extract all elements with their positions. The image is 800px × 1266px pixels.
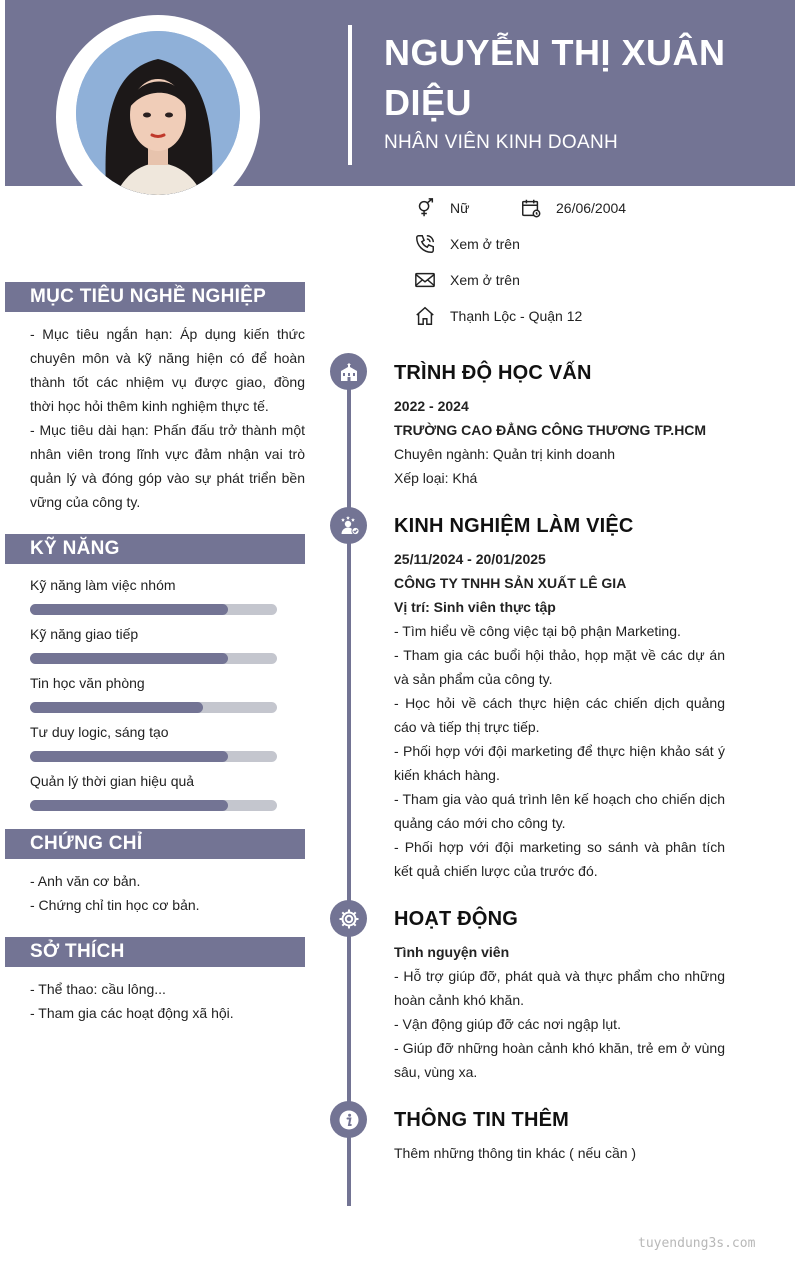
experience-company: CÔNG TY TNHH SẢN XUẤT LÊ GIA xyxy=(394,575,627,591)
list-item: - Tham gia vào quá trình lên kế hoạch cho chiến dịch quảng cáo mới cho công ty. xyxy=(394,791,725,831)
skill-label: Tư duy logic, sáng tạo xyxy=(30,724,169,740)
activities-content xyxy=(394,940,725,1084)
skill-bar-fill xyxy=(30,800,228,811)
extra-content xyxy=(394,1141,725,1165)
phone-value: Xem ở trên xyxy=(450,236,520,252)
skill-bar-track xyxy=(30,702,277,713)
education-grade: Xếp loại: Khá xyxy=(394,470,478,486)
skill-bar-track xyxy=(30,751,277,762)
skill-bar-track xyxy=(30,653,277,664)
education-heading: TRÌNH ĐỘ HỌC VẤN xyxy=(394,362,592,384)
skill-item xyxy=(30,675,277,713)
extra-node xyxy=(330,1101,367,1138)
extra-text: Thêm những thông tin khác ( nếu cần ) xyxy=(394,1145,637,1161)
contact-gender xyxy=(414,197,469,219)
phone-icon xyxy=(414,233,436,255)
contact-email xyxy=(414,269,520,291)
skill-label: Kỹ năng làm việc nhóm xyxy=(30,577,176,593)
list-item: - Thể thao: cầu lông... xyxy=(30,981,166,997)
header-divider xyxy=(348,25,352,165)
skill-item xyxy=(30,724,277,762)
gear-icon xyxy=(337,907,361,931)
full-name: NGUYỄN THỊ XUÂN DIỆU xyxy=(384,32,726,123)
education-node xyxy=(330,353,367,390)
list-item: - Giúp đỡ những hoàn cảnh khó khăn, trẻ em ở vùng sâu, vùng xa. xyxy=(394,1040,725,1080)
hobbies-heading: SỞ THÍCH xyxy=(5,937,305,967)
experience-heading: KINH NGHIỆM LÀM VIỆC xyxy=(394,515,634,537)
contact-address xyxy=(414,305,582,327)
activities-heading: HOẠT ĐỘNG xyxy=(394,908,519,930)
skill-item xyxy=(30,773,277,811)
list-item: - Anh văn cơ bản. xyxy=(30,873,141,889)
contact-birthday xyxy=(520,197,626,219)
info-icon xyxy=(337,1108,361,1132)
hobbies-list xyxy=(30,977,305,1025)
list-item: - Tham gia các buổi hội thảo, họp mặt về các dự án và sản phẩm của công ty. xyxy=(394,647,725,687)
calendar-icon xyxy=(520,197,542,219)
education-school: TRƯỜNG CAO ĐẲNG CÔNG THƯƠNG TP.HCM xyxy=(394,422,707,438)
education-period: 2022 - 2024 xyxy=(394,398,469,414)
activities-node xyxy=(330,900,367,937)
skill-bar-fill xyxy=(30,702,203,713)
skill-bar-fill xyxy=(30,653,228,664)
skill-label: Kỹ năng giao tiếp xyxy=(30,626,139,642)
skill-bar-fill xyxy=(30,604,228,615)
experience-node xyxy=(330,507,367,544)
avatar xyxy=(76,31,240,195)
home-icon xyxy=(414,305,436,327)
list-item: - Tìm hiểu về công việc tại bộ phận Marketing. xyxy=(394,623,681,639)
skills-heading: KỸ NĂNG xyxy=(5,534,305,564)
education-content xyxy=(394,394,725,490)
job-title: NHÂN VIÊN KINH DOANH xyxy=(384,132,619,153)
email-value: Xem ở trên xyxy=(450,272,520,288)
certificates-heading: CHỨNG CHỈ xyxy=(5,829,305,859)
education-major: Chuyên ngành: Quản trị kinh doanh xyxy=(394,446,616,462)
mail-icon xyxy=(414,269,436,291)
timeline-line xyxy=(347,370,351,1206)
avatar-photo-illustration xyxy=(76,31,240,195)
list-item: - Tham gia các hoạt động xã hội. xyxy=(30,1005,234,1021)
objective-text xyxy=(30,322,305,514)
skill-item xyxy=(30,626,277,664)
gender-icon xyxy=(414,197,436,219)
skill-label: Quản lý thời gian hiệu quả xyxy=(30,773,195,789)
list-item: - Vận động giúp đỡ các nơi ngập lụt. xyxy=(394,1016,621,1032)
experience-content xyxy=(394,547,725,883)
skill-bar-track xyxy=(30,604,277,615)
skill-label: Tin học văn phòng xyxy=(30,675,145,691)
objective-long-term: - Mục tiêu dài hạn: Phấn đấu trở thành một nhân viên trong lĩnh vực đảm nhận vai trò quản lý và đóng góp vào sự phát triển bền vững của công ty. xyxy=(30,422,305,510)
list-item: - Hỗ trợ giúp đỡ, phát quà và thực phẩm cho những hoàn cảnh khó khăn. xyxy=(394,968,725,1008)
school-icon xyxy=(337,360,361,384)
contact-phone xyxy=(414,233,520,255)
skill-bar-fill xyxy=(30,751,228,762)
extra-heading: THÔNG TIN THÊM xyxy=(394,1109,570,1131)
experience-position: Vị trí: Sinh viên thực tập xyxy=(394,599,556,615)
objective-short-term: - Mục tiêu ngắn hạn: Áp dụng kiến thức chuyên môn và kỹ năng hiện có để hoàn thành tốt các nhiệm vụ được giao, đồng thời học hỏi thêm kinh nghiệm thực tế. xyxy=(30,326,305,414)
list-item: - Phối hợp với đội marketing để thực hiện khảo sát ý kiến khách hàng. xyxy=(394,743,725,783)
team-award-icon xyxy=(337,514,361,538)
address-value: Thạnh Lộc - Quận 12 xyxy=(450,308,583,324)
skill-item xyxy=(30,577,277,615)
gender-value: Nữ xyxy=(450,200,470,216)
certificates-list xyxy=(30,869,305,917)
list-item: - Phối hợp với đội marketing so sánh và phân tích kết quả chiến lược của trước đó. xyxy=(394,839,725,879)
list-item: - Chứng chỉ tin học cơ bản. xyxy=(30,897,200,913)
activities-role: Tình nguyện viên xyxy=(394,944,510,960)
experience-period: 25/11/2024 - 20/01/2025 xyxy=(394,551,546,567)
list-item: - Học hỏi về cách thực hiện các chiến dịch quảng cáo và tiếp thị trực tiếp. xyxy=(394,695,725,735)
birthday-value: 26/06/2004 xyxy=(556,200,627,216)
skill-bar-track xyxy=(30,800,277,811)
objective-heading: MỤC TIÊU NGHỀ NGHIỆP xyxy=(5,282,305,312)
watermark: tuyendung3s.com xyxy=(638,1236,756,1251)
